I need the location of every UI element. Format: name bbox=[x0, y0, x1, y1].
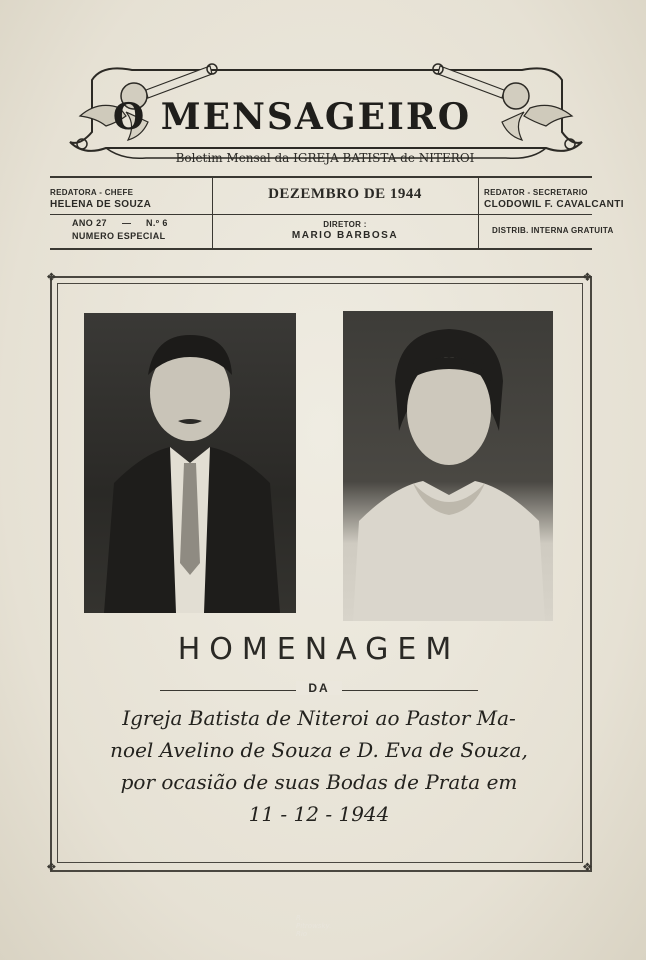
divider bbox=[212, 214, 478, 215]
homage-heading: HOMENAGEM bbox=[177, 632, 461, 667]
corner-ornament: ❖ bbox=[582, 270, 593, 284]
secretary-label: REDATOR - SECRETARIO bbox=[484, 188, 588, 197]
dedication-date: 11 - 12 - 1944 bbox=[248, 802, 390, 826]
divider bbox=[478, 214, 592, 215]
secretary-name: CLODOWIL F. CAVALCANTI bbox=[484, 199, 624, 210]
dedication-line-1: Igreja Batista de Niteroi ao Pastor Ma- bbox=[122, 706, 516, 730]
dedication-line-2: noel Avelino de Souza e D. Eva de Souza, bbox=[110, 738, 528, 762]
divider bbox=[50, 214, 212, 215]
distribution-note: DISTRIB. INTERNA GRATUITA bbox=[492, 226, 614, 235]
issue-date: DEZEMBRO DE 1944 bbox=[268, 186, 422, 202]
newsletter-subtitle: Boletim Mensal da IGREJA BATISTA de NITEROI bbox=[175, 151, 475, 165]
edition-label: NUMERO ESPECIAL bbox=[72, 231, 166, 241]
director-name: MARIO BARBOSA bbox=[291, 230, 399, 241]
photo-credit: R. Pitrowsky. Rio bbox=[296, 914, 332, 938]
dedication-line-3: por ocasião de suas Bodas de Prata em bbox=[120, 770, 518, 794]
editor-chief-name: HELENA DE SOUZA bbox=[50, 199, 152, 210]
portrait-pastor-figure bbox=[84, 313, 296, 613]
corner-ornament: ❖ bbox=[46, 860, 57, 874]
info-right-column bbox=[478, 178, 624, 248]
issue-number: N.º 6 bbox=[146, 218, 168, 228]
editor-chief-label: REDATORA - CHEFE bbox=[50, 188, 134, 197]
dash: — bbox=[122, 218, 132, 228]
newsletter-title: O MENSAGEIRO bbox=[112, 96, 472, 138]
portrait-eva-figure bbox=[343, 311, 553, 621]
da-label: DA bbox=[296, 681, 342, 695]
corner-ornament: ❖ bbox=[46, 270, 57, 284]
dedication-text bbox=[80, 702, 558, 830]
info-middle-column bbox=[212, 178, 479, 248]
corner-ornament: ❖ bbox=[582, 860, 593, 874]
director-label: DIRETOR : bbox=[323, 220, 367, 229]
portrait-eva bbox=[343, 311, 553, 621]
info-bar bbox=[50, 176, 624, 250]
info-left-column bbox=[50, 178, 213, 248]
year-label: ANO 27 bbox=[72, 218, 107, 228]
